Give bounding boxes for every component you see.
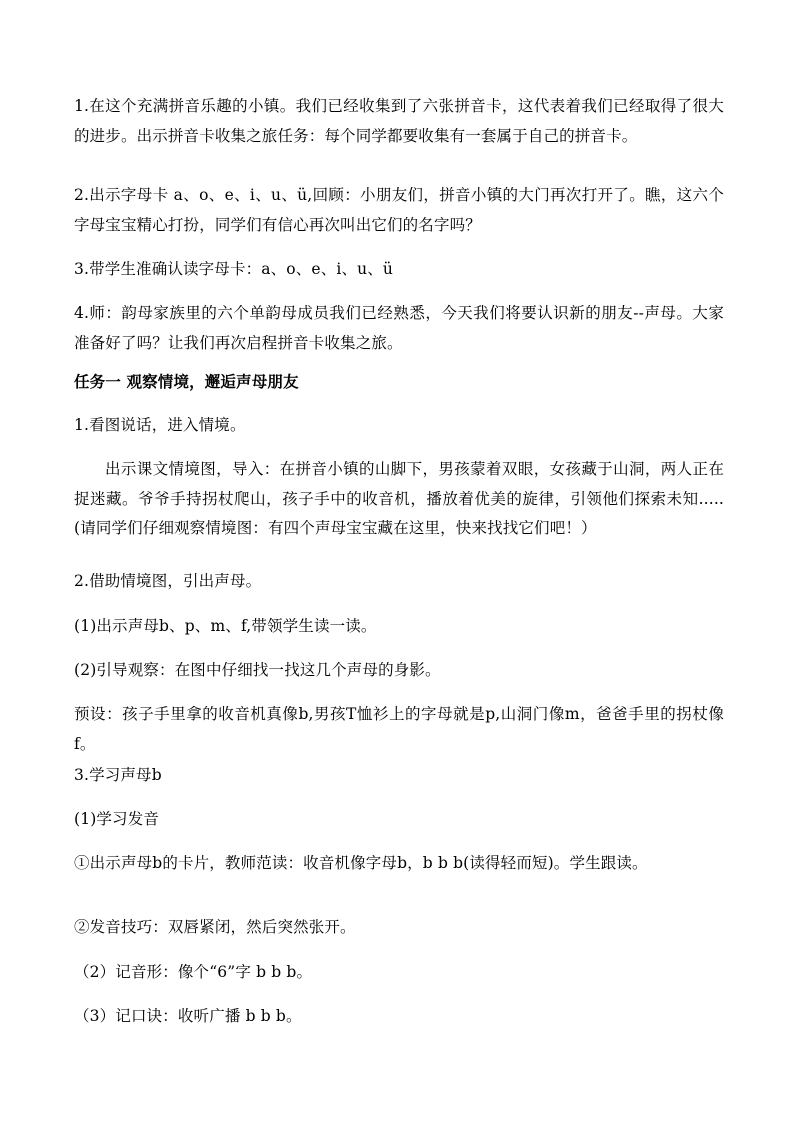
step-heading-2: 2.借助情境图，引出声母。 <box>74 572 262 590</box>
list-item-rhyme: （3）记口诀：收听广播 b b b。 <box>74 1007 302 1025</box>
list-item-demo-reading: ①出示声母b的卡片，教师范读：收音机像字母b，b b b(读得轻而短)。学生跟读。 <box>74 854 648 872</box>
paragraph-expected-answer: 预设：孩子手里拿的收音机真像b,男孩T恤衫上的字母就是p,山洞门像m，爸爸手里的拐杖像f。 <box>74 705 724 753</box>
list-item-show-initials: (1)出示声母b、p、m、f,带领学生读一读。 <box>74 617 377 635</box>
paragraph-intro-1: 1.在这个充满拼音乐趣的小镇。我们已经收集到了六张拼音卡，这代表着我们已经取得了很大的进步。出示拼音卡收集之旅任务：每个同学都要收集有一套属于自己的拼音卡。 <box>74 97 724 145</box>
list-item-observe: (2)引导观察：在图中仔细找一找这几个声母的身影。 <box>74 661 441 679</box>
step-heading-3: 3.学习声母b <box>74 766 162 784</box>
paragraph-intro-2: 2.出示字母卡 a、o、e、i、u、ü,回顾：小朋友们，拼音小镇的大门再次打开了。瞧，这六个字母宝宝精心打扮，同学们有信心再次叫出它们的名字吗？ <box>74 186 724 234</box>
list-item-pronunciation: (1)学习发音 <box>74 810 160 828</box>
section-heading-task-1: 任务一 观察情境，邂逅声母朋友 <box>74 372 299 391</box>
step-heading-1: 1.看图说话，进入情境。 <box>74 416 246 434</box>
paragraph-intro-3: 3.带学生准确认读字母卡：a、o、e、i、u、ü <box>74 260 394 278</box>
list-item-shape: （2）记音形：像个“6”字 b b b。 <box>74 963 313 981</box>
paragraph-scene-description: 出示课文情境图，导入：在拼音小镇的山脚下，男孩蒙着双眼，女孩藏于山洞，两人正在捉迷藏。爷爷手持拐杖爬山，孩子手中的收音机，播放着优美的旋律，引领他们探索未知.....(请同学们仔细观察情境图：有四个声母宝宝藏在这里，快来找找它们吧！） <box>74 460 724 537</box>
paragraph-intro-4: 4.师：韵母家族里的六个单韵母成员我们已经熟悉，今天我们将要认识新的朋友--声母。大家准备好了吗？让我们再次启程拼音卡收集之旅。 <box>74 304 724 352</box>
list-item-technique: ②发音技巧：双唇紧闭，然后突然张开。 <box>74 918 356 936</box>
